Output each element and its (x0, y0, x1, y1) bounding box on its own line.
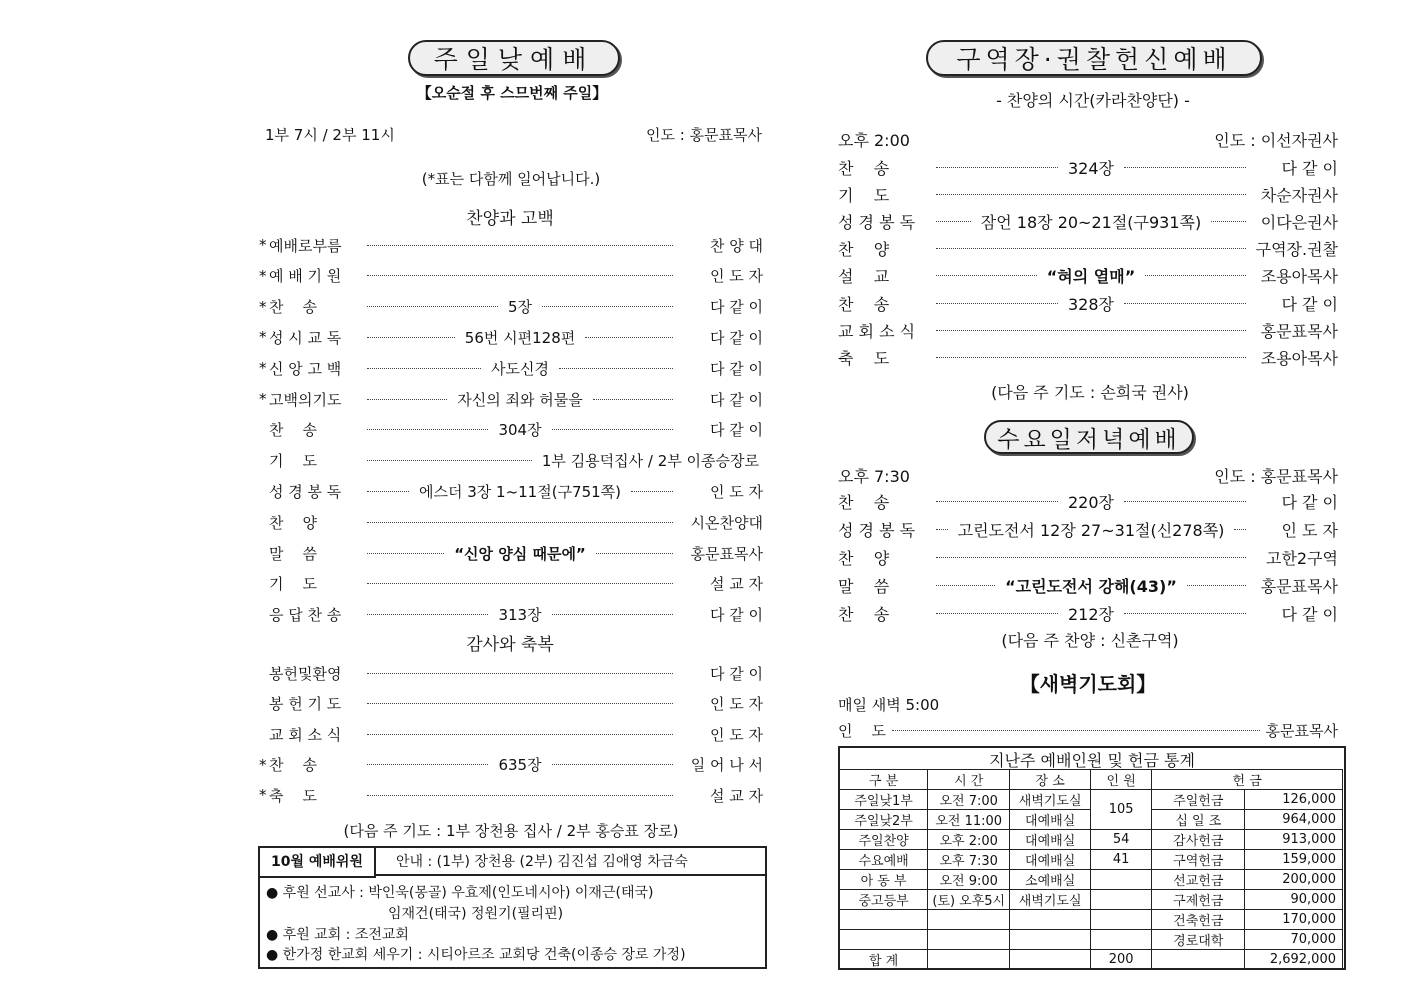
order-row (259, 723, 763, 745)
stats-cell (1091, 930, 1152, 950)
order-star: * (259, 359, 267, 378)
order-assignee: 다 같 이 (1281, 294, 1338, 314)
order-detail: 635장 (498, 756, 542, 775)
committee-label: 10월 예배위원 (260, 848, 376, 878)
order-dots (936, 194, 1246, 195)
order-label: 교 회 소 식 (269, 725, 342, 744)
order-dots (1234, 529, 1246, 530)
order-dots (552, 429, 673, 430)
stats-cell: 159,000 (1245, 850, 1343, 870)
order-assignee: 다 같 이 (709, 359, 763, 378)
stats-cell: 새벽기도실 (1010, 890, 1091, 910)
order-row (838, 319, 1338, 341)
order-dots (596, 553, 673, 554)
order-label: 교 회 소 식 (838, 321, 916, 341)
order-dots (936, 557, 1246, 558)
order-label: 기 도 (269, 452, 318, 471)
stats-cell (1091, 890, 1152, 910)
left-title: 주일낮예배 (433, 45, 595, 74)
order-label: 찬 송 (269, 421, 318, 440)
order-row (259, 419, 763, 441)
stats-header-row (840, 770, 1343, 790)
right-time: 오후 2:00 (838, 131, 910, 150)
order-row (838, 238, 1338, 260)
order-detail: 304장 (498, 421, 542, 440)
stats-cell: 오전 9:00 (928, 870, 1010, 890)
order-row (838, 490, 1338, 512)
stats-cell: 대예배실 (1010, 810, 1091, 830)
order-dots (367, 703, 673, 704)
order-detail: 5장 (507, 298, 533, 317)
stats-cell (840, 910, 928, 930)
order-dots (1124, 167, 1246, 168)
order-label: 찬 양 (838, 240, 890, 260)
order-dots (936, 303, 1058, 304)
order-row (259, 662, 763, 684)
stats-cell (1152, 950, 1245, 970)
order-detail: 사도신경 (491, 359, 549, 378)
order-dots (367, 306, 498, 307)
stats-cell: 수요예배 (840, 850, 928, 870)
order-assignee: 인 도 자 (709, 695, 763, 714)
order-assignee: 홍문표목사 (690, 544, 763, 563)
stats-cell: 주일낮2부 (840, 810, 928, 830)
order-assignee: 인 도 자 (709, 267, 763, 286)
stats-total-label: 합 계 (840, 950, 928, 970)
order-assignee: 다 같 이 (1281, 492, 1338, 512)
order-label: 찬 송 (838, 604, 890, 624)
stats-cell: 오전 7:00 (928, 790, 1010, 810)
order-assignee: 홍문표목사 (1260, 321, 1338, 341)
order-assignee: 구역장.권찰 (1255, 240, 1338, 260)
order-label: 찬 송 (269, 298, 318, 317)
stats-cell: 선교헌금 (1152, 870, 1245, 890)
stats-cell: 오후 7:30 (928, 850, 1010, 870)
order-dots (1145, 275, 1246, 276)
order-label: 성 경 봉 독 (838, 212, 916, 232)
order-dots (367, 399, 447, 400)
order-star: * (259, 390, 267, 408)
order-assignee: 다 같 이 (710, 298, 764, 317)
right-subtitle: - 찬양의 시간(카라찬양단) - (996, 91, 1190, 110)
order-label: 찬 양 (269, 513, 318, 532)
stats-row (840, 910, 1343, 930)
order-label: 기 도 (269, 575, 318, 594)
stats-cell: 오전 11:00 (928, 810, 1010, 830)
order-assignee: 홍문표목사 (1260, 576, 1338, 596)
order-row (259, 573, 763, 595)
order-row (259, 480, 763, 502)
order-row (838, 292, 1338, 314)
order-label: 찬 송 (838, 158, 890, 178)
order-assignee: 일 어 나 서 (690, 756, 763, 775)
guide-line: 안내 : (1부) 장천용 (2부) 김진섭 김애영 차금숙 (396, 854, 688, 870)
order-row (838, 156, 1338, 178)
order-row (838, 546, 1338, 568)
order-label: 예배로부름 (269, 236, 342, 255)
order-label: 찬 송 (838, 492, 890, 512)
order-row (259, 604, 763, 626)
stats-header-cell: 구 분 (840, 770, 928, 790)
left-next-prayer: (다음 주 기도 : 1부 장천용 집사 / 2부 홍승표 장로) (343, 822, 679, 840)
order-row (259, 388, 763, 410)
right-leader: 인도 : 이선자권사 (1214, 131, 1338, 150)
order-detail: 56번 시편128편 (464, 328, 576, 347)
stats-row (840, 890, 1343, 910)
stats-cell: 새벽기도실 (1010, 790, 1091, 810)
order-dots (1211, 221, 1246, 222)
order-dots (367, 245, 673, 246)
stats-cell: 건축헌금 (1152, 910, 1245, 930)
order-dots (542, 306, 673, 307)
stats-cell: 200,000 (1245, 870, 1343, 890)
order-label: 응 답 찬 송 (269, 606, 342, 625)
order-assignee: 다 같 이 (709, 390, 763, 409)
order-row (259, 450, 763, 472)
stats-cell: 주일낮1부 (840, 790, 928, 810)
order-assignee: 고한2구역 (1265, 548, 1338, 568)
order-assignee: 다 같 이 (709, 421, 763, 440)
order-dots (559, 368, 673, 369)
stats-row (840, 830, 1343, 850)
order-row (259, 296, 763, 318)
stats-header-cell: 인 원 (1091, 770, 1152, 790)
order-assignee: 조용아목사 (1260, 348, 1338, 368)
order-assignee: 인 도 자 (710, 482, 764, 501)
order-label: 축 도 (838, 348, 890, 368)
stats-cell (1010, 910, 1091, 930)
order-label: 축 도 (269, 786, 318, 805)
order-star: * (259, 328, 267, 347)
wed-next: (다음 주 찬양 : 신촌구역) (1001, 631, 1179, 650)
stats-title: 지난주 예배인원 및 헌금 통계 (989, 751, 1195, 770)
stats-cell: 대예배실 (1010, 850, 1091, 870)
dawn-leader-label: 인 도 (838, 721, 887, 740)
order-row (838, 346, 1338, 368)
stats-total-people: 200 (1091, 950, 1152, 970)
order-dots (593, 399, 673, 400)
order-dots (936, 248, 1246, 249)
order-detail: 220장 (1068, 492, 1114, 512)
right-next-prayer: (다음 주 기도 : 손희국 권사) (991, 383, 1189, 402)
order-assignee: 다 같 이 (709, 606, 763, 625)
order-dots (367, 491, 409, 492)
stats-header-cell: 장 소 (1010, 770, 1091, 790)
one-family-church: ● 한가정 한교회 세우기 : 시티아르조 교회당 건축(이종승 장로 가정) (266, 947, 686, 963)
dawn-leader-row (838, 719, 1338, 741)
order-dots (936, 529, 948, 530)
stats-cell: 주일찬양 (840, 830, 928, 850)
order-detail: 212장 (1068, 604, 1114, 624)
order-detail: 324장 (1068, 158, 1114, 178)
order-dots (936, 221, 971, 222)
stats-cell: 대예배실 (1010, 830, 1091, 850)
order-detail: 313장 (498, 606, 542, 625)
right-title-badge (926, 40, 1262, 76)
stats-cell: 경로대학 (1152, 930, 1245, 950)
order-dots (367, 673, 673, 674)
order-detail: “고린도전서 강해(43)” (1005, 576, 1177, 596)
order-label: 신 앙 고 백 (269, 359, 342, 378)
order-assignee: 다 같 이 (1281, 604, 1338, 624)
section-praise-title: 찬양과 고백 (466, 209, 554, 229)
order-label: 성 경 봉 독 (838, 520, 916, 540)
order-label: 찬 송 (838, 294, 890, 314)
order-assignee: 찬 양 대 (709, 236, 763, 255)
order-row (259, 754, 763, 776)
order-row (259, 784, 763, 806)
order-assignee: 다 같 이 (709, 664, 763, 683)
stats-total-row (840, 950, 1343, 970)
order-detail: 고린도전서 12장 27~31절(신278쪽) (957, 520, 1225, 540)
wed-time: 오후 7:30 (838, 467, 910, 486)
stats-cell: 126,000 (1245, 790, 1343, 810)
wed-title-badge (984, 420, 1194, 454)
dawn-leader-name: 홍문표목사 (1265, 721, 1338, 740)
order-row (259, 234, 763, 256)
order-detail: “혀의 열매” (1046, 267, 1136, 287)
order-assignee: 이다은권사 (1260, 212, 1339, 232)
order-dots (552, 764, 673, 765)
right-title: 구역장·권찰헌신예배 (956, 45, 1232, 74)
order-row (259, 511, 763, 533)
order-dots (936, 613, 1058, 614)
order-label: 봉 헌 기 도 (269, 695, 342, 714)
order-assignee: 인 도 자 (1281, 520, 1339, 540)
order-assignee: 다 같 이 (1281, 158, 1338, 178)
order-dots (936, 167, 1058, 168)
dawn-dots (892, 730, 1259, 731)
stats-cell: 십 일 조 (1152, 810, 1245, 830)
order-label: 설 교 (838, 267, 890, 287)
order-row (838, 183, 1338, 205)
stats-cell (1010, 930, 1091, 950)
left-time: 1부 7시 / 2부 11시 (265, 126, 395, 144)
order-star: * (259, 755, 267, 774)
stats-cell: 오후 2:00 (928, 830, 1010, 850)
order-detail: 1부 김용덕집사 / 2부 이종승장로 (541, 452, 759, 471)
stats-header-cell: 시 간 (928, 770, 1010, 790)
order-dots (367, 337, 455, 338)
stats-table (839, 769, 1343, 970)
stats-cell: 54 (1091, 830, 1152, 850)
order-dots (936, 357, 1246, 358)
support-church: ● 후원 교회 : 조전교회 (266, 927, 409, 943)
order-row (838, 602, 1338, 624)
order-dots (367, 522, 673, 523)
order-label: 말 씀 (269, 544, 318, 563)
order-row (259, 542, 763, 564)
order-label: 찬 송 (269, 756, 318, 775)
order-assignee: 차순자권사 (1260, 185, 1338, 205)
order-label: 고백의기도 (269, 390, 342, 409)
wed-title: 수요일저녁예배 (997, 426, 1181, 453)
stats-people-cell: 105 (1091, 790, 1152, 830)
stats-cell (840, 930, 928, 950)
order-dots (936, 501, 1058, 502)
order-label: 봉헌및환영 (269, 664, 342, 683)
order-dots (367, 795, 673, 796)
stats-total-amount: 2,692,000 (1245, 950, 1343, 970)
order-row (259, 265, 763, 287)
order-dots (1124, 613, 1246, 614)
order-assignee: 인 도 자 (709, 725, 763, 744)
stats-cell: 구제헌금 (1152, 890, 1245, 910)
order-assignee: 시온찬양대 (690, 513, 763, 532)
order-dots (585, 337, 673, 338)
order-dots (936, 585, 995, 586)
dawn-time: 매일 새벽 5:00 (838, 696, 940, 714)
stats-cell: 913,000 (1245, 830, 1343, 850)
order-assignee: 조용아목사 (1260, 267, 1338, 287)
stand-note: (*표는 다함께 일어납니다.) (421, 170, 601, 188)
stats-cell: 70,000 (1245, 930, 1343, 950)
stats-cell: 90,000 (1245, 890, 1343, 910)
left-subtitle: 【오순절 후 스므번째 주일】 (416, 84, 608, 102)
order-dots (631, 491, 673, 492)
order-label: 성 경 봉 독 (269, 482, 342, 501)
stats-cell (1010, 950, 1091, 970)
order-dots (1124, 303, 1246, 304)
order-assignee: 설 교 자 (709, 575, 763, 594)
order-row (838, 518, 1338, 540)
stats-header-cell: 헌 금 (1152, 770, 1343, 790)
order-row (259, 326, 763, 348)
missionary-line-1: ● 후원 선교사 : 박인욱(몽골) 우효제(인도네시아) 이재근(태국) (266, 885, 654, 901)
section-thanks-title: 감사와 축복 (466, 635, 554, 655)
stats-cell (1091, 870, 1152, 890)
order-dots (367, 460, 532, 461)
order-dots (1124, 501, 1246, 502)
stats-cell: 주일헌금 (1152, 790, 1245, 810)
order-dots (367, 614, 488, 615)
wed-leader: 인도 : 홍문표목사 (1214, 467, 1338, 486)
stats-row (840, 930, 1343, 950)
stats-cell: 아 동 부 (840, 870, 928, 890)
order-dots (367, 429, 488, 430)
order-detail: “신앙 양심 때문에” (454, 544, 586, 563)
order-dots (936, 275, 1037, 276)
order-label: 성 시 교 독 (269, 328, 342, 347)
stats-cell: 170,000 (1245, 910, 1343, 930)
stats-cell: 중고등부 (840, 890, 928, 910)
order-label: 말 씀 (838, 576, 890, 596)
missionary-line-2: 임재건(태국) 정원기(필리핀) (388, 906, 564, 922)
order-detail: 잠언 18장 20~21절(구931쪽) (980, 212, 1202, 232)
order-dots (367, 275, 673, 276)
order-detail: 328장 (1068, 294, 1114, 314)
stats-cell (928, 910, 1010, 930)
order-label: 기 도 (838, 185, 890, 205)
order-assignee: 설 교 자 (709, 786, 763, 805)
info-box (258, 846, 767, 969)
order-star: * (259, 297, 267, 316)
order-row (259, 357, 763, 379)
stats-cell: 964,000 (1245, 810, 1343, 830)
stats-cell: 41 (1091, 850, 1152, 870)
order-detail: 에스더 3장 1~11절(구751쪽) (418, 482, 622, 501)
order-row (838, 574, 1338, 596)
order-dots (936, 330, 1246, 331)
order-dots (367, 734, 673, 735)
order-dots (367, 553, 444, 554)
order-dots (552, 614, 673, 615)
order-star: * (259, 266, 267, 285)
guide-text (376, 848, 765, 876)
order-label: 예 배 기 원 (269, 267, 342, 286)
stats-row (840, 870, 1343, 890)
left-title-badge (408, 40, 620, 76)
order-dots (1187, 585, 1246, 586)
order-detail: 자신의 죄와 허물을 (457, 390, 583, 409)
stats-cell: 소예배실 (1010, 870, 1091, 890)
left-leader: 인도 : 홍문표목사 (645, 126, 762, 144)
order-row (838, 210, 1338, 232)
order-row (259, 693, 763, 715)
order-label: 찬 양 (838, 548, 890, 568)
order-dots (367, 583, 673, 584)
order-dots (367, 764, 488, 765)
order-star: * (259, 236, 267, 254)
stats-cell: 감사헌금 (1152, 830, 1245, 850)
stats-cell (1091, 910, 1152, 930)
stats-row (840, 790, 1343, 810)
dawn-title: 【새벽기도회】 (1019, 672, 1157, 696)
order-assignee: 다 같 이 (710, 328, 764, 347)
order-dots (367, 368, 481, 369)
stats-cell (928, 950, 1010, 970)
order-row (838, 265, 1338, 287)
stats-cell: 구역헌금 (1152, 850, 1245, 870)
stats-cell (928, 930, 1010, 950)
stats-cell: (토) 오후5시 (928, 890, 1010, 910)
order-star: * (259, 786, 267, 805)
stats-row (840, 850, 1343, 870)
